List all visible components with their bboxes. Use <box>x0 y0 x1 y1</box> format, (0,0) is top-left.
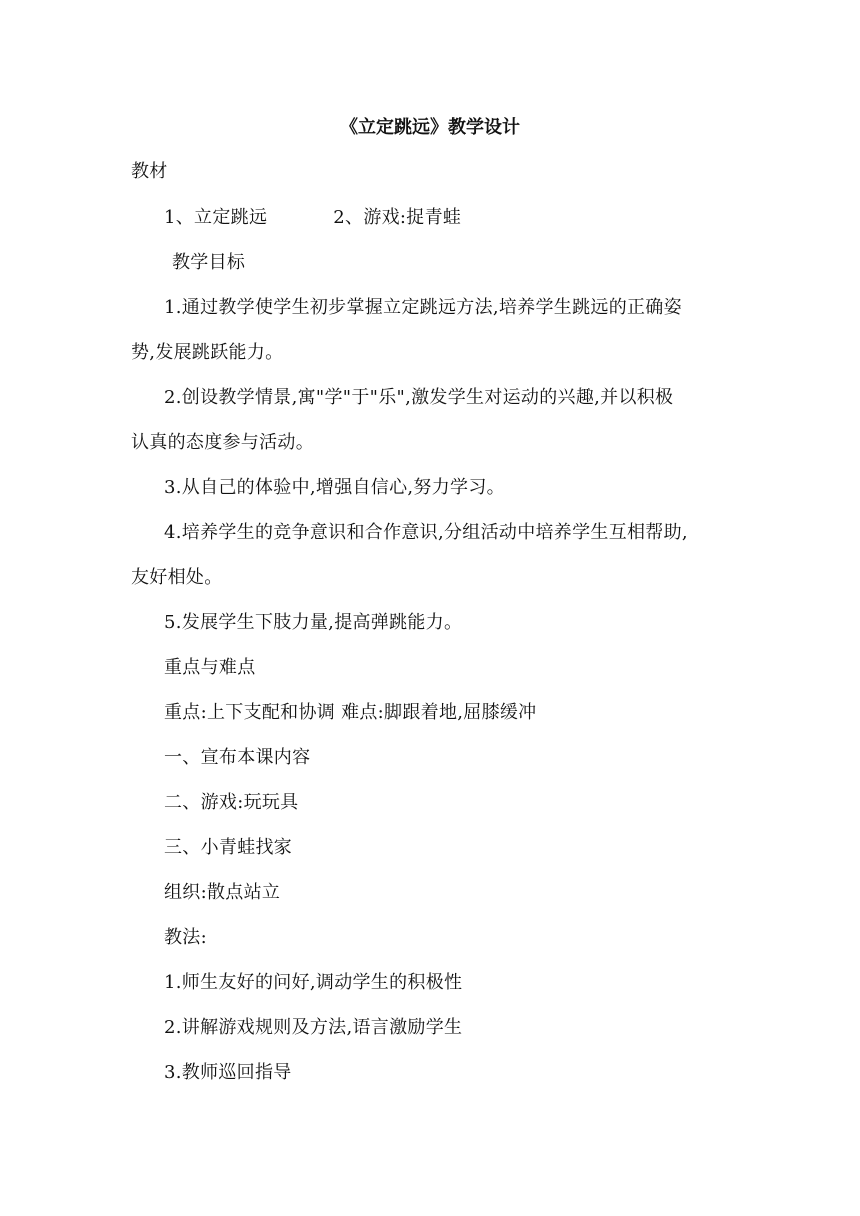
step-1: 一、宣布本课内容 <box>164 747 311 768</box>
goal-1-line-2: 势,发展跳跃能力。 <box>131 342 284 363</box>
material-heading: 教材 <box>131 161 168 182</box>
goal-2-line-1: 2.创设教学情景,寓"学"于"乐",激发学生对运动的兴趣,并以积极 <box>164 387 674 408</box>
keypoints-text: 重点:上下支配和协调 难点:脚跟着地,屈膝缓冲 <box>164 702 537 723</box>
material-item-2: 2、游戏:捉青蛙 <box>333 207 462 228</box>
method-2: 2.讲解游戏规则及方法,语言激励学生 <box>164 1017 463 1038</box>
method-1: 1.师生友好的问好,调动学生的积极性 <box>164 972 463 993</box>
goal-4-line-2: 友好相处。 <box>131 567 223 588</box>
keypoints-heading: 重点与难点 <box>164 657 256 678</box>
goal-5: 5.发展学生下肢力量,提高弹跳能力。 <box>164 612 463 633</box>
goal-2-line-2: 认真的态度参与活动。 <box>131 432 314 453</box>
goal-1-line-1: 1.通过教学使学生初步掌握立定跳远方法,培养学生跳远的正确姿 <box>164 297 682 318</box>
step-3: 三、小青蛙找家 <box>164 837 293 858</box>
material-item-1: 1、立定跳远 <box>164 207 268 228</box>
organization: 组织:散点站立 <box>164 882 281 903</box>
document-title: 《立定跳远》教学设计 <box>340 117 520 138</box>
goal-3: 3.从自己的体验中,增强自信心,努力学习。 <box>164 477 505 498</box>
material-items <box>164 206 461 230</box>
method-heading: 教法: <box>164 927 207 948</box>
goals-heading: 教学目标 <box>172 252 246 273</box>
goal-4-line-1: 4.培养学生的竞争意识和合作意识,分组活动中培养学生互相帮助, <box>164 522 688 543</box>
step-2: 二、游戏:玩玩具 <box>164 792 299 813</box>
method-3: 3.教师巡回指导 <box>164 1062 292 1083</box>
